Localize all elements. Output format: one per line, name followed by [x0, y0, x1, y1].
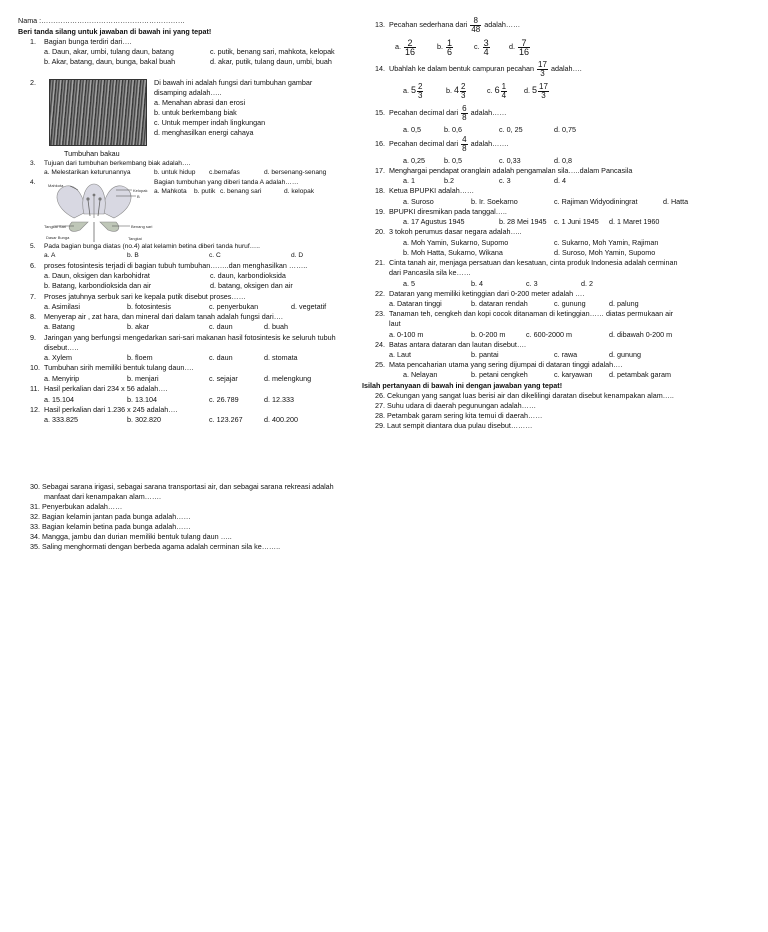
q2-option-a[interactable]: a. Menahan abrasi dan erosi [154, 98, 246, 107]
q3-number: 3. [30, 160, 36, 167]
q9-option-d[interactable]: d. stomata [264, 353, 298, 362]
q15-option-b[interactable]: b. 0,6 [444, 125, 462, 134]
q15-question [375, 104, 507, 122]
q22-option-d[interactable]: d. palung [609, 299, 639, 308]
q17-option-a[interactable]: a. 1 [403, 176, 415, 185]
q20-option-b[interactable]: b. Moh Hatta, Sukarno, Wikana [403, 248, 503, 257]
q1-option-b[interactable]: b. Akar, batang, daun, bunga, bakal buah [44, 57, 176, 66]
q12-option-b[interactable]: b. 302.820 [127, 415, 161, 424]
q10-option-c[interactable]: c. sejajar [209, 374, 238, 383]
q10-number: 10. [30, 363, 40, 372]
q13-text: Pecahan sederhana dari [389, 20, 468, 29]
q14-text: Ubahlah ke dalam bentuk campuran pecahan [389, 64, 535, 73]
q24-text: Batas antara dataran dan lautan disebut…. [389, 340, 527, 349]
q8-option-a[interactable]: a. Batang [44, 322, 75, 331]
q11-option-d[interactable]: d. 12.333 [264, 395, 294, 404]
q6-option-b[interactable]: b. Batang, karbondioksida dan air [44, 281, 152, 290]
q16-option-a[interactable]: a. 0,25 [403, 156, 425, 165]
q6-option-d[interactable]: d. batang, oksigen dan air [210, 281, 293, 290]
q21-option-b[interactable]: b. 4 [471, 279, 483, 288]
q20-option-a[interactable]: a. Moh Yamin, Sukarno, Supomo [403, 238, 509, 247]
q24-option-d[interactable]: d. gunung [609, 350, 641, 359]
q10-text: Tumbuhan sirih memiliki bentuk tulang daun…. [44, 363, 194, 372]
q8-option-c[interactable]: c. daun [209, 322, 233, 331]
q14-text-end: adalah…. [550, 64, 582, 73]
q15-fraction: $\frac{6}{8}$ [462, 103, 467, 122]
q4-text: Bagian tumbuhan yang diberi tanda A adalah…… [154, 179, 299, 186]
q22-number: 22. [375, 289, 385, 298]
sepal-left [69, 222, 88, 231]
q4-option-d[interactable]: d. kelopak [284, 188, 315, 195]
q22-option-b[interactable]: b. dataran rendah [471, 299, 528, 308]
q19-option-d[interactable]: d. 1 Maret 1960 [609, 217, 660, 226]
q30-text-line2: manfaat dari kenampakan alam……. [44, 492, 162, 501]
q21-option-c[interactable]: c. 3 [526, 279, 538, 288]
q13-option-c[interactable]: c. $\frac{3}{4}$ [474, 37, 489, 57]
label-kelopak: Kelopak [133, 188, 148, 193]
q3-option-a[interactable]: a. Melestarikan keturunannya [44, 169, 131, 176]
q12-option-a[interactable]: a. 333.825 [44, 415, 78, 424]
q13-option-d[interactable]: d. $\frac{7}{16}$ [509, 37, 530, 57]
q20-option-d[interactable]: d. Suroso, Moh Yamin, Supomo [554, 248, 656, 257]
q32-text: 32. Bagian kelamin jantan pada bunga adalah…… [30, 512, 191, 521]
label-bakal: Benang sari [131, 224, 153, 229]
q7-option-a[interactable]: a. Asimilasi [44, 302, 80, 311]
q25-text: Mata pencaharian utama yang sering dijumpai di dataran tinggi adalah…. [389, 360, 623, 369]
q34-text: 34. Mangga, jambu dan durian memiliki bentuk tulang daun ….. [30, 532, 232, 541]
q16-question [375, 135, 509, 153]
q3-option-d[interactable]: d. bersenang-senang [264, 169, 327, 176]
q16-fraction: $\frac{4}{8}$ [462, 134, 467, 153]
q24-option-a[interactable]: a. Laut [389, 350, 411, 359]
q11-option-c[interactable]: c. 26.789 [209, 395, 239, 404]
mangrove-photo [49, 79, 147, 146]
q5-text: Pada bagian bunga diatas (no.4) alat kelamin betina diberi tanda huruf….. [44, 243, 260, 250]
essay-instruction: Isilah pertanyaan di bawah ini dengan jawaban yang tepat! [362, 381, 563, 390]
q9-option-a[interactable]: a. Xylem [44, 353, 72, 362]
q11-option-a[interactable]: a. 15.104 [44, 395, 74, 404]
q6-number: 6. [30, 261, 36, 270]
q18-option-b[interactable]: b. Ir. Soekarno [471, 197, 518, 206]
petal-left [57, 186, 86, 218]
q9-option-c[interactable]: c. daun [209, 353, 233, 362]
q9-option-b[interactable]: b. floem [127, 353, 153, 362]
q29-text: 29. Laut sempit diantara dua pulau disebut……… [375, 421, 533, 430]
q19-text: BPUPKI diresmikan pada tanggal….. [389, 207, 507, 216]
q13-text-end: adalah…… [484, 20, 521, 29]
q9-number: 9. [30, 333, 36, 342]
q24-option-b[interactable]: b. pantai [471, 350, 499, 359]
q13-option-a[interactable]: a. $\frac{2}{16}$ [395, 37, 416, 57]
q11-option-b[interactable]: b. 13.104 [127, 395, 157, 404]
q27-text: 27. Suhu udara di daerah pegunungan adalah…… [375, 401, 537, 410]
q25-option-a[interactable]: a. Nelayan [403, 370, 438, 379]
q25-option-d[interactable]: d. petambak garam [609, 370, 671, 379]
q2-option-b[interactable]: b. untuk berkembang biak [154, 108, 237, 117]
q6-option-a[interactable]: a. Daun, oksigen dan karbohidrat [44, 271, 150, 280]
q14-option-b[interactable]: b. 4 $\frac{2}{3}$ [446, 81, 466, 100]
q16-number: 16. [375, 139, 385, 148]
q16-option-b[interactable]: b. 0,5 [444, 156, 462, 165]
q21-text-line1: Cinta tanah air, menjaga persatuan dan kesatuan, cinta produk Indonesia adalah cerminan [389, 258, 678, 267]
q10-option-d[interactable]: d. melengkung [264, 374, 312, 383]
label-mahkota: Mahkota [48, 183, 64, 188]
q16-text-end: adalah……. [470, 139, 509, 148]
q23-option-c[interactable]: c. 600-2000 m [526, 330, 572, 339]
q23-text-line1: Tanaman teh, cengkeh dan kopi cocok ditanaman di ketinggian…… diatas permukaan air [389, 309, 674, 318]
q8-option-d[interactable]: d. buah [264, 322, 288, 331]
q14-option-c[interactable]: c. 6 $\frac{1}{4}$ [487, 81, 507, 100]
q19-option-a[interactable]: a. 17 Agustus 1945 [403, 217, 465, 226]
q13-fraction: $\frac{8}{48}$ [471, 15, 481, 34]
label-tangkai: Tangkai [128, 236, 142, 241]
q5-option-b[interactable]: b. B [127, 252, 139, 259]
q9-text-line2: disebut….. [44, 343, 79, 352]
q20-number: 20. [375, 227, 385, 236]
q9-text-line1: Jaringan yang berfungsi mengedarkan sari-sari makanan hasil fotosintesis ke seluruh tubuh [44, 333, 336, 342]
q5-option-a[interactable]: a. A [44, 252, 56, 259]
q1-option-d[interactable]: d. akar, putik, tulang daun, umbi, buah [210, 57, 332, 66]
name-field-label: Nama :…………………………………………………… [18, 16, 185, 25]
q21-text-line2: dari Pancasila sila ke…… [389, 268, 471, 277]
label-b: B [137, 194, 140, 199]
sepal-right [100, 222, 119, 231]
q20-option-c[interactable]: c. Sukarno, Moh Yamin, Rajiman [554, 238, 659, 247]
q23-option-b[interactable]: b. 0-200 m [471, 330, 506, 339]
q5-option-d[interactable]: d. D [291, 252, 304, 259]
instruction-title: Beri tanda silang untuk jawaban di bawah ini yang tepat! [18, 27, 212, 36]
q35-text: 35. Saling menghormati dengan berbeda agama adalah cerminan sila ke…….. [30, 542, 281, 551]
q17-number: 17. [375, 166, 385, 175]
label-sepal: Tangkai Sari [44, 224, 67, 229]
q5-number: 5. [30, 243, 36, 250]
q15-option-c[interactable]: c. 0, 25 [499, 125, 523, 134]
q14-number: 14. [375, 64, 385, 73]
q4-option-c[interactable]: c. benang sari [220, 188, 262, 195]
q20-text: 3 tokoh perumus dasar negara adalah….. [389, 227, 522, 236]
q1-option-a[interactable]: a. Daun, akar, umbi, tulang daun, batang [44, 47, 174, 56]
q24-number: 24. [375, 340, 385, 349]
q33-text: 33. Bagian kelamin betina pada bunga adalah…… [30, 522, 191, 531]
q2-option-d[interactable]: d. menghasilkan energi cahaya [154, 128, 254, 137]
q15-number: 15. [375, 108, 385, 117]
q23-option-d[interactable]: d. dibawah 0-200 m [609, 330, 673, 339]
q6-text: proses fotosintesis terjadi di bagian tubuh tumbuhan……..dan menghasilkan …….. [44, 261, 308, 270]
q8-number: 8. [30, 312, 36, 321]
q7-text: Proses jatuhnya serbuk sari ke kepala putik disebut proses…… [44, 292, 246, 301]
q5-option-c[interactable]: c. C [209, 252, 221, 259]
q4-option-a[interactable]: a. Mahkota [154, 188, 187, 195]
q14-fraction: $\frac{17}{3}$ [538, 59, 547, 78]
q2-text-line1: Di bawah ini adalah fungsi dari tumbuhan gambar [154, 78, 313, 87]
q26-text: 26. Cekungan yang sangat luas berisi air dan dikelilingi daratan disebut kenampakan alam….. [375, 391, 674, 400]
q4-number: 4. [30, 179, 36, 186]
q16-text: Pecahan decimal dari [389, 139, 459, 148]
q25-option-c[interactable]: c. karyawan [554, 370, 593, 379]
q3-option-b[interactable]: b. untuk hidup [154, 169, 196, 176]
q21-option-d[interactable]: d. 2 [581, 279, 593, 288]
q10-option-b[interactable]: b. menjari [127, 374, 159, 383]
q16-option-c[interactable]: c. 0,33 [499, 156, 521, 165]
q7-option-b[interactable]: b. fotosintesis [127, 302, 171, 311]
q6-option-c[interactable]: c. daun, karbondioksida [210, 271, 286, 280]
q14-option-a[interactable]: a. 5 $\frac{2}{3}$ [403, 81, 423, 100]
q15-text-end: adalah…… [470, 108, 507, 117]
q7-number: 7. [30, 292, 36, 301]
q7-option-c[interactable]: c. penyerbukan [209, 302, 259, 311]
q1-number: 1. [30, 37, 36, 46]
q25-number: 25. [375, 360, 385, 369]
q7-option-d[interactable]: d. vegetatif [291, 302, 327, 311]
q19-option-b[interactable]: b. 28 Mei 1945 [499, 217, 547, 226]
q14-question [375, 60, 582, 78]
q18-option-a[interactable]: a. Suroso [403, 197, 434, 206]
q17-option-d[interactable]: d. 4 [554, 176, 566, 185]
q17-option-b[interactable]: b.2 [444, 176, 454, 185]
q18-option-c[interactable]: c. Rajiman Widyodiningrat [554, 197, 638, 206]
label-dasar-bunga: Dasar Bunga [46, 235, 70, 240]
q15-text: Pecahan decimal dari [389, 108, 459, 117]
q25-option-b[interactable]: b. petani cengkeh [471, 370, 528, 379]
q24-option-c[interactable]: c. rawa [554, 350, 578, 359]
q15-option-d[interactable]: d. 0,75 [554, 125, 576, 134]
petal-right [102, 186, 131, 218]
q18-number: 18. [375, 186, 385, 195]
q4-option-b[interactable]: b. putik [194, 188, 216, 195]
q13-number: 13. [375, 20, 385, 29]
q2-text-line2: disamping adalah….. [154, 88, 222, 97]
q21-number: 21. [375, 258, 385, 267]
q11-text: Hasil perkalian dari 234 x 56 adalah…. [44, 384, 168, 393]
flower-diagram [44, 178, 154, 242]
q17-option-c[interactable]: c. 3 [499, 176, 511, 185]
q1-option-c[interactable]: c. putik, benang sari, mahkota, kelopak [210, 47, 335, 56]
q19-option-c[interactable]: c. 1 Juni 1945 [554, 217, 599, 226]
q8-option-b[interactable]: b. akar [127, 322, 149, 331]
q11-number: 11. [30, 384, 40, 393]
q8-text: Menyerap air , zat hara, dan mineral dari dalam tanah adalah fungsi dari…. [44, 312, 283, 321]
q22-option-c[interactable]: c. gunung [554, 299, 586, 308]
q13-option-b[interactable]: b. $\frac{1}{6}$ [437, 37, 453, 57]
q17-text: Menghargai pendapat oranglain adalah pengamalan sila…..dalam Pancasila [389, 166, 633, 175]
q15-option-a[interactable]: a. 0,5 [403, 125, 421, 134]
q2-image-caption: Tumbuhan bakau [64, 149, 120, 158]
q30-text-line1: 30. Sebagai sarana irigasi, sebagai sarana transportasi air, dan sebagai sarana rekreasi adalah [30, 482, 334, 491]
q13-question [375, 16, 520, 34]
q12-text: Hasil perkalian dari 1.236 x 245 adalah…. [44, 405, 178, 414]
q14-option-d[interactable]: d. 5 $\frac{17}{3}$ [524, 81, 548, 100]
q18-option-d[interactable]: d. Hatta [663, 197, 689, 206]
q2-option-c[interactable]: c. Untuk memper indah lingkungan [154, 118, 266, 127]
q3-text: Tujuan dari tumbuhan berkembang biak adalah…. [44, 160, 191, 167]
q23-text-line2: laut [389, 319, 401, 328]
q2-number: 2. [30, 78, 36, 87]
q10-option-a[interactable]: a. Menyirip [44, 374, 80, 383]
q28-text: 28. Petambak garam sering kita temui di daerah…… [375, 411, 543, 420]
q21-option-a[interactable]: a. 5 [403, 279, 415, 288]
q16-option-d[interactable]: d. 0,8 [554, 156, 572, 165]
q18-text: Ketua BPUPKI adalah…… [389, 186, 475, 195]
q31-text: 31. Penyerbukan adalah…… [30, 502, 123, 511]
q19-number: 19. [375, 207, 385, 216]
q1-text: Bagian bunga terdiri dari…. [44, 37, 132, 46]
q3-option-c[interactable]: c.bernafas [209, 169, 240, 176]
q22-text: Dataran yang memiliki ketinggian dari 0-200 meter adalah …. [389, 289, 585, 298]
q22-option-a[interactable]: a. Dataran tinggi [389, 299, 442, 308]
q12-number: 12. [30, 405, 40, 414]
q23-option-a[interactable]: a. 0-100 m [389, 330, 424, 339]
q23-number: 23. [375, 309, 385, 318]
q12-option-d[interactable]: d. 400.200 [264, 415, 298, 424]
q12-option-c[interactable]: c. 123.267 [209, 415, 243, 424]
